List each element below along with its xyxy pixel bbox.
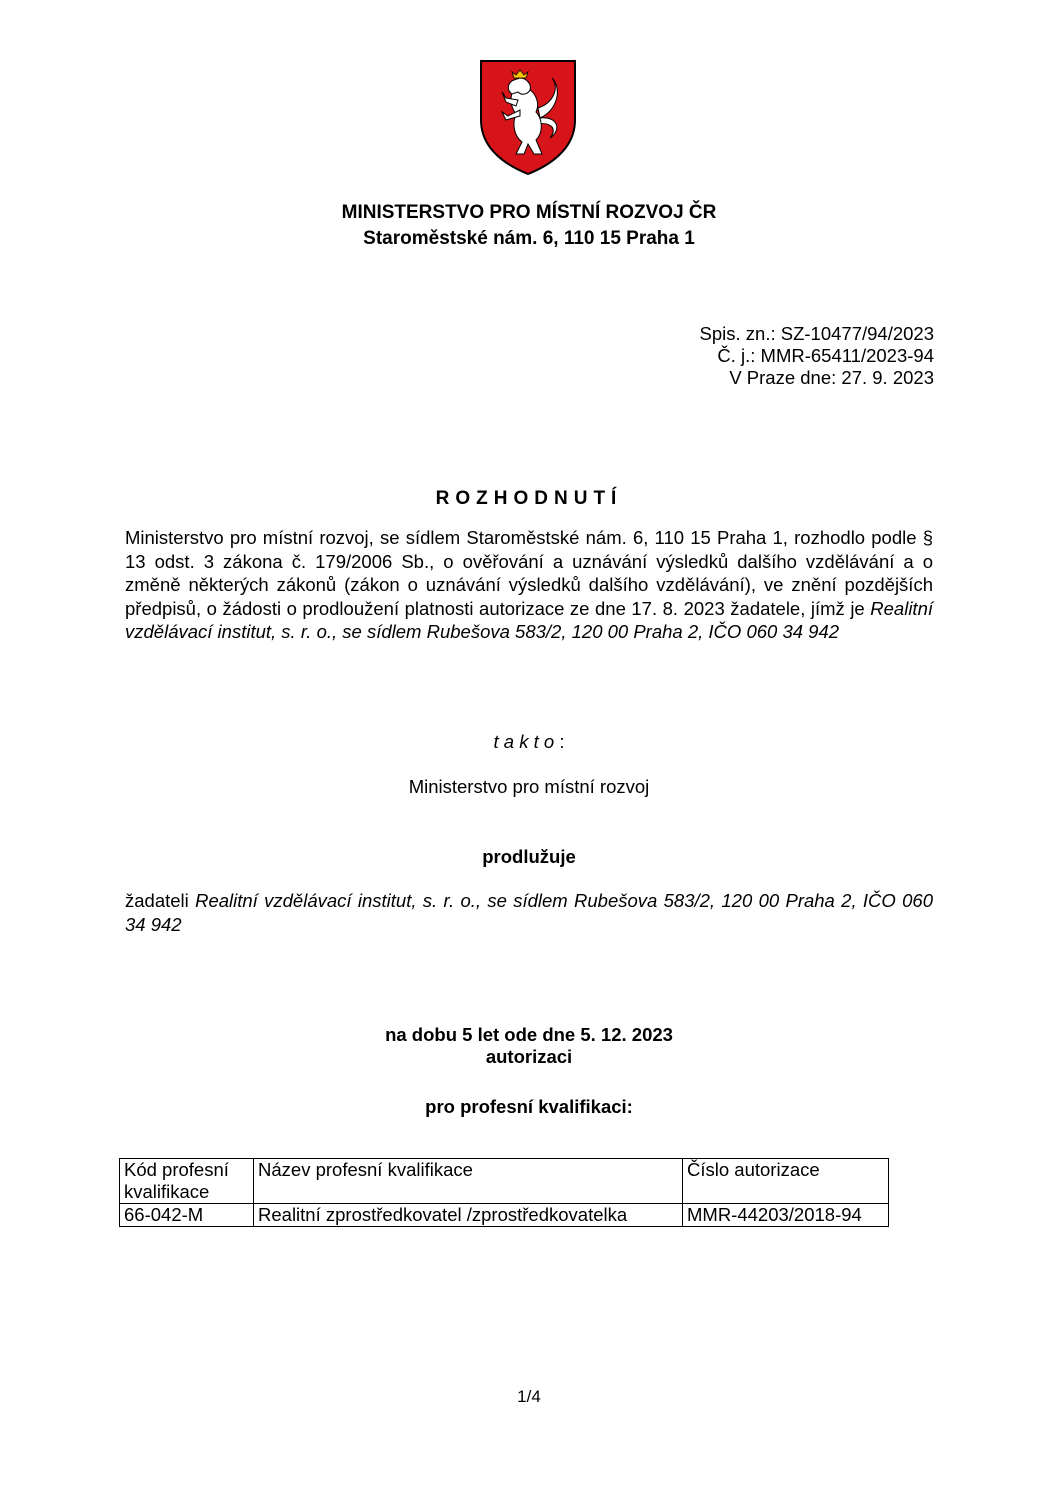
intro-text: Ministerstvo pro místní rozvoj, se sídlem Staroměstské nám. 6, 110 15 Praha 1, rozhodlo podle § 13 odst. 3 zákona č. 179/2006 Sb., o ověřování a uznávání výsledků dalšího vzdělávání a o změně některých zákonů (zákon o uznávání výsledků dalšího vzdělávání), ve znění pozdějších předpisů, o žádosti o prodloužení platnosti autorizace ze dne 17. 8. 2023 žadatele, jímž je — [125, 527, 933, 619]
applicant-prefix: žadateli — [125, 890, 196, 911]
issue-date: V Praze dne: 27. 9. 2023 — [729, 367, 934, 388]
cell-name: Realitní zprostředkovatel /zprostředkovatelka — [254, 1204, 683, 1227]
cell-code: 66-042-M — [120, 1204, 254, 1227]
qualification-table — [119, 1158, 889, 1227]
header-name: Název profesní kvalifikace — [254, 1159, 683, 1204]
intro-paragraph — [125, 526, 933, 644]
coat-of-arms-emblem — [478, 58, 578, 176]
takto-line — [0, 731, 1058, 753]
authorization-word: autorizaci — [485, 1046, 573, 1067]
ministry-name: MINISTERSTVO PRO MÍSTNÍ ROZVOJ ČR — [341, 202, 717, 223]
applicant-paragraph — [125, 889, 933, 936]
extends-verb: prodlužuje — [482, 846, 576, 867]
page-number: 1/4 — [517, 1387, 541, 1406]
validity-period: na dobu 5 let ode dne 5. 12. 2023 — [385, 1024, 673, 1045]
reference-number: Č. j.: MMR-65411/2023-94 — [717, 345, 934, 366]
ministry-line: Ministerstvo pro místní rozvoj — [408, 776, 650, 797]
takto-word: t a k t o — [493, 731, 555, 752]
reference-block — [700, 323, 934, 389]
ministry-address: Staroměstské nám. 6, 110 15 Praha 1 — [363, 228, 695, 249]
decision-title: ROZHODNUTÍ — [435, 488, 623, 509]
for-qualification-heading: pro profesní kvalifikaci: — [425, 1096, 633, 1117]
header-code: Kód profesní kvalifikace — [120, 1159, 254, 1204]
applicant-details-italic: Realitní vzdělávací institut, s. r. o., se sídlem Rubešova 583/2, 120 00 Praha 2, IČO 060 34 942 — [125, 597, 933, 642]
file-number: Spis. zn.: SZ-10477/94/2023 — [699, 323, 934, 344]
table-header-row — [120, 1159, 889, 1204]
takto-colon: : — [559, 731, 565, 752]
cell-authorization-no: MMR-44203/2018-94 — [683, 1204, 889, 1227]
applicant-details-italic: Realitní vzdělávací institut, s. r. o., se sídlem Rubešova 583/2, 120 00 Praha 2, IČO 060 34 942 — [125, 890, 933, 935]
table-row — [120, 1204, 889, 1227]
header-authorization-no: Číslo autorizace — [683, 1159, 889, 1204]
